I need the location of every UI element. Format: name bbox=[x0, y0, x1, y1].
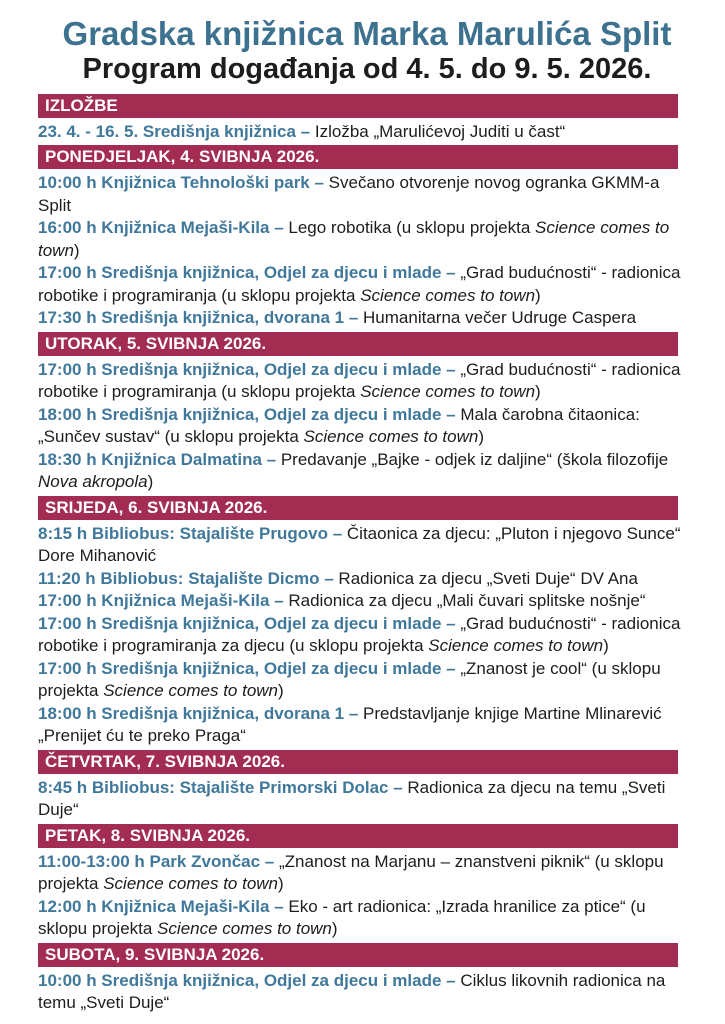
event-description: Mala čarobna čitaonica: „Sunčev sustav“ (u sklopu projekta Science comes to town) bbox=[38, 404, 640, 447]
event-entry bbox=[38, 404, 696, 449]
event-description: Radionica za djecu na temu „Sveti Duje“ bbox=[38, 777, 666, 820]
event-time-location: 10:00 h Središnja knjižnica, Odjel za djecu i mlade – bbox=[38, 970, 461, 990]
section-header-bar bbox=[38, 750, 678, 774]
event-description: „Grad budućnosti“ - radionica robotike i programiranja (u sklopu projekta Science comes to town) bbox=[38, 263, 681, 305]
event-time-location: 10:00 h Knjižnica Tehnološki park – bbox=[38, 173, 329, 193]
event-entry bbox=[38, 851, 696, 896]
event-entry bbox=[38, 568, 696, 591]
event-time-location: 17:30 h Središnja knjižnica, dvorana 1 – bbox=[38, 308, 364, 328]
section-header-bar bbox=[38, 94, 678, 118]
event-description: Eko - art radionica: „Izrada hranilice za ptice“ (u sklopu projekta Science comes to town) bbox=[38, 896, 646, 939]
event-entry bbox=[38, 449, 696, 494]
event-time-location: 17:00 h Središnja knjižnica, Odjel za djecu i mlade – bbox=[38, 613, 461, 633]
event-description: „Grad budućnosti“ - radionica robotike i programiranja (u sklopu projekta Science comes to town) bbox=[38, 359, 681, 402]
event-time-location: 12:00 h Knjižnica Mejaši-Kila – bbox=[38, 896, 289, 916]
event-entry bbox=[38, 896, 696, 941]
event-description: Lego robotika (u sklopu projekta Science comes to town) bbox=[38, 218, 670, 260]
event-time-location: 17:00 h Središnja knjižnica, Odjel za djecu i mlade – bbox=[38, 658, 461, 678]
event-description: Svečano otvorenje novog ogranka GKMM-a Split bbox=[38, 173, 660, 215]
section-header-bar bbox=[38, 496, 678, 520]
section-header-label: SRIJEDA, 6. SVIBNJA 2026. bbox=[45, 497, 268, 517]
document-title: Gradska knjižnica Marka Marulića Split bbox=[62, 15, 672, 52]
event-entry bbox=[38, 359, 696, 404]
event-description: „Znanost je cool“ (u sklopu projekta Science comes to town) bbox=[38, 658, 661, 701]
event-time-location: 8:15 h Bibliobus: Stajalište Prugovo – bbox=[38, 523, 347, 543]
event-time-location: 11:00-13:00 h Park Zvončac – bbox=[38, 851, 279, 871]
event-time-location: 16:00 h Knjižnica Mejaši-Kila – bbox=[38, 218, 289, 238]
section-header-label: UTORAK, 5. SVIBNJA 2026. bbox=[45, 333, 267, 353]
event-time-location: 18:00 h Središnja knjižnica, Odjel za djecu i mlade – bbox=[38, 404, 461, 424]
event-description: Izložba „Marulićevoj Juditi u čast“ bbox=[314, 121, 566, 141]
event-entry bbox=[38, 777, 696, 822]
section-header-label: SUBOTA, 9. SVIBNJA 2026. bbox=[45, 944, 265, 964]
event-time-location: 17:00 h Knjižnica Mejaši-Kila – bbox=[38, 591, 289, 611]
event-time-location: 11:20 h Bibliobus: Stajalište Dicmo – bbox=[38, 568, 339, 588]
event-entry bbox=[38, 121, 696, 144]
document-subtitle: Program događanja od 4. 5. do 9. 5. 2026. bbox=[82, 53, 652, 86]
section-header-bar bbox=[38, 332, 678, 356]
section-header-bar bbox=[38, 824, 678, 848]
event-entry bbox=[38, 590, 696, 613]
event-time-location: 18:30 h Knjižnica Dalmatina – bbox=[38, 449, 281, 469]
event-description: Radionica za djecu „Sveti Duje“ DV Ana bbox=[338, 568, 638, 588]
event-entry bbox=[38, 523, 696, 568]
event-description: Čitaonica za djecu: „Pluton i njegovo Sunce“ Dore Mihanović bbox=[38, 523, 681, 566]
event-entry bbox=[38, 307, 696, 330]
event-entry bbox=[38, 217, 696, 262]
event-description: „Grad budućnosti“ - radionica robotike i programiranja za djecu (u sklopu projekta Science comes to town) bbox=[38, 613, 681, 656]
event-description: Predavanje „Bajke - odjek iz daljine“ (škola filozofije Nova akropola) bbox=[38, 449, 669, 492]
event-time-location: 8:45 h Bibliobus: Stajalište Primorski Dolac – bbox=[38, 777, 408, 797]
event-time-location: 18:00 h Središnja knjižnica, dvorana 1 – bbox=[38, 703, 364, 723]
event-entry bbox=[38, 262, 696, 307]
event-entry bbox=[38, 703, 696, 748]
event-time-location: 23. 4. - 16. 5. Središnja knjižnica – bbox=[38, 121, 315, 141]
event-description: „Znanost na Marjanu – znanstveni piknik“ (u sklopu projekta Science comes to town) bbox=[38, 851, 664, 894]
sections bbox=[38, 94, 696, 1015]
event-description: Ciklus likovnih radionica na temu „Sveti Duje“ bbox=[38, 970, 666, 1013]
event-entry bbox=[38, 613, 696, 658]
section-header-bar bbox=[38, 145, 678, 169]
event-time-location: 17:00 h Središnja knjižnica, Odjel za djecu i mlade – bbox=[38, 263, 461, 283]
section-header-label: PETAK, 8. SVIBNJA 2026. bbox=[45, 825, 251, 845]
section-header-label: ČETVRTAK, 7. SVIBNJA 2026. bbox=[45, 751, 285, 771]
event-description: Humanitarna večer Udruge Caspera bbox=[363, 308, 637, 328]
event-description: Radionica za djecu „Mali čuvari splitske nošnje“ bbox=[288, 591, 646, 611]
event-entry bbox=[38, 172, 696, 217]
event-entry bbox=[38, 970, 696, 1015]
section-header-label: IZLOŽBE bbox=[45, 95, 118, 115]
event-description: Predstavljanje knjige Martine Mlinarević „Prenijet ću te preko Praga“ bbox=[38, 703, 662, 746]
section-header-bar bbox=[38, 943, 678, 967]
event-entry bbox=[38, 658, 696, 703]
section-header-label: PONEDJELJAK, 4. SVIBNJA 2026. bbox=[45, 147, 320, 167]
event-time-location: 17:00 h Središnja knjižnica, Odjel za djecu i mlade – bbox=[38, 359, 461, 379]
